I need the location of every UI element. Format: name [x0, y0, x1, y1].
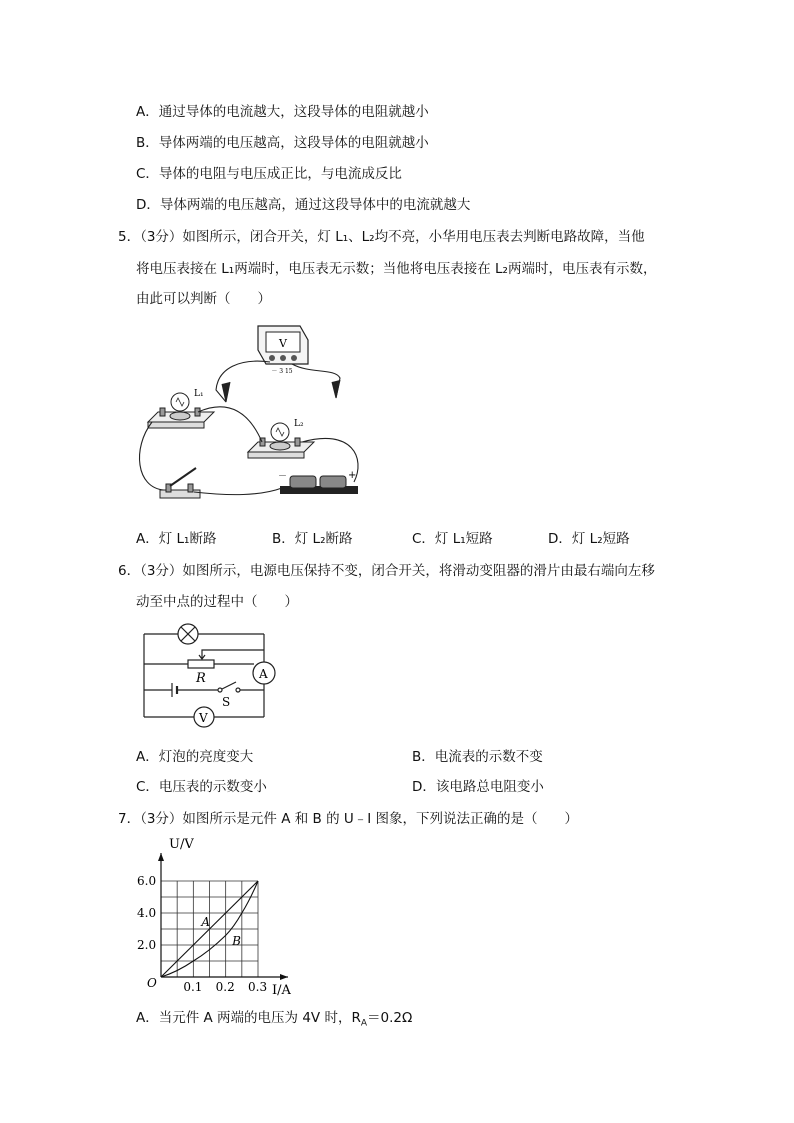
q6-stem-line1: 6．（3分）如图所示，电源电压保持不变，闭合开关，将滑动变阻器的滑片由最右端向左移 — [118, 563, 655, 579]
lamp2-label: L₂ — [294, 419, 304, 429]
chart-labels — [137, 837, 292, 998]
q7-option-a-sub: A — [360, 1018, 368, 1029]
q6-option-b: B．电流表的示数不变 — [412, 749, 543, 765]
q4-option-d: D．导体两端的电压越高，通过这段导体中的电流就越大 — [136, 197, 471, 213]
q4-option-a: A．通过导体的电流越大，这段导体的电阻就越小 — [136, 104, 429, 120]
q5-option-d: D．灯 L₂短路 — [548, 531, 630, 547]
q4-option-b: B．导体两端的电压越高，这段导体的电阻就越小 — [136, 135, 429, 151]
q5-circuit-figure — [130, 318, 375, 508]
q5-option-b: B．灯 L₂断路 — [272, 531, 353, 547]
q5-stem-line3: 由此可以判断（ ） — [136, 291, 271, 307]
q5-stem-line2: 将电压表接在 L₁两端时，电压表无示数；当他将电压表接在 L₂两端时，电压表有示数， — [136, 261, 657, 277]
y-axis-label: U/V — [169, 837, 194, 852]
q6-stem-line2: 动至中点的过程中（ ） — [136, 594, 298, 610]
y-tick-label: 6.0 — [137, 874, 157, 888]
q5-option-a: A．灯 L₁断路 — [136, 531, 217, 547]
lamp-L1-board — [148, 389, 214, 428]
q7-option-a-text: A．当元件 A 两端的电压为 4V 时，R — [136, 1010, 361, 1026]
ammeter-label: A — [259, 667, 268, 681]
q7-ui-chart — [135, 832, 305, 1002]
series-B-label: B — [232, 934, 241, 948]
meter-scale: － 3 15 — [271, 368, 293, 375]
rheostat-label: R — [196, 671, 206, 686]
origin-label: O — [147, 976, 157, 990]
knife-switch — [160, 468, 200, 498]
y-tick-label: 4.0 — [137, 906, 157, 920]
x-tick-label: 0.1 — [183, 980, 203, 994]
q6-option-d: D．该电路总电阻变小 — [412, 779, 544, 795]
battery-plus: + — [348, 470, 357, 481]
x-tick-label: 0.2 — [215, 980, 235, 994]
q4-option-c: C．导体的电阻与电压成正比，与电流成反比 — [136, 166, 402, 182]
q6-circuit-diagram — [138, 620, 283, 730]
q7-option-a — [136, 1008, 412, 1034]
y-axis-arrow — [158, 853, 164, 861]
battery-pack — [278, 470, 358, 494]
x-axis-label: I/A — [272, 983, 291, 998]
lamp-L2-board — [248, 419, 314, 458]
lamp1-label: L₁ — [194, 389, 204, 399]
q7-option-a-tail: ＝0.2Ω — [367, 1010, 413, 1026]
q7-stem-line1: 7．（3分）如图所示是元件 A 和 B 的 U﹣I 图象，下列说法正确的是（ ） — [118, 811, 579, 827]
x-axis-arrow — [280, 974, 288, 980]
voltmeter-label: V — [199, 711, 208, 725]
switch-label: S — [222, 695, 231, 709]
q6-option-c: C．电压表的示数变小 — [136, 779, 267, 795]
q6-option-a: A．灯泡的亮度变大 — [136, 749, 254, 765]
q5-stem-line1: 5．（3分）如图所示，闭合开关，灯 L₁、L₂均不亮，小华用电压表去判断电路故障，当他 — [118, 229, 645, 245]
rheostat-symbol — [188, 660, 214, 668]
battery-minus: － — [278, 472, 288, 482]
x-tick-label: 0.3 — [248, 980, 268, 994]
series-A-label: A — [201, 914, 211, 929]
y-tick-label: 2.0 — [137, 938, 157, 952]
meter-label: V — [279, 337, 287, 350]
q5-option-c: C．灯 L₁短路 — [412, 531, 493, 547]
